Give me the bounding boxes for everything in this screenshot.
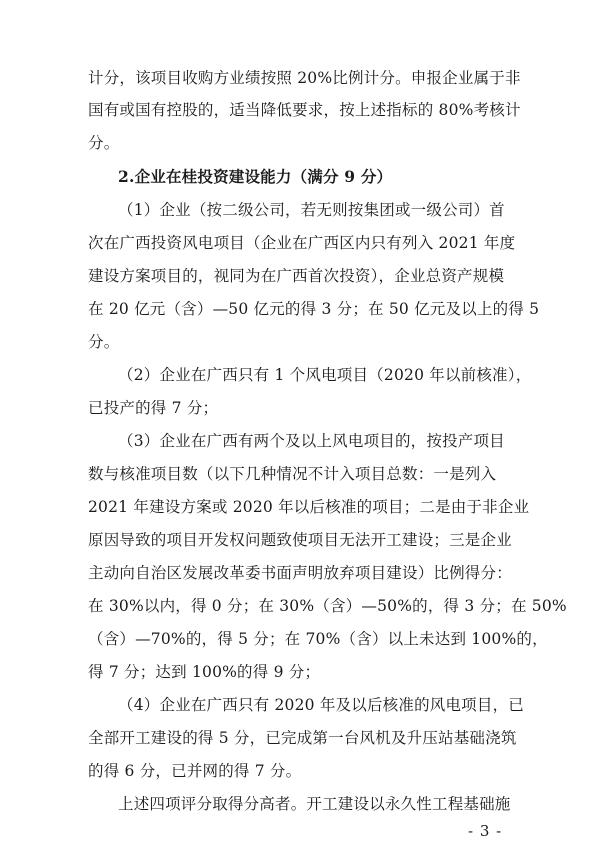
text-line-23: 上述四项评分取得分高者。开工建设以永久性工程基础施 xyxy=(118,795,511,813)
page-number: - 3 - xyxy=(468,822,503,840)
text-line-2: 国有或国有控股的，适当降低要求，按上述指标的 80%考核计 xyxy=(88,101,521,119)
text-line-3: 分。 xyxy=(88,134,120,152)
text-line-9: 分。 xyxy=(88,333,120,351)
text-line-6: 次在广西投资风电项目（企业在广西区内只有列入 2021 年度 xyxy=(88,234,516,252)
text-line-1: 计分，该项目收购方业绩按照 20%比例计分。申报企业属于非 xyxy=(88,69,521,87)
text-line-13: 数与核准项目数（以下几种情况不计入项目总数：一是列入 xyxy=(88,465,497,483)
text-line-22: 的得 6 分，已并网的得 7 分。 xyxy=(88,762,302,780)
text-line-11: 已投产的得 7 分； xyxy=(88,399,219,417)
text-line-8: 在 20 亿元（含）—50 亿元的得 3 分；在 50 亿元及以上的得 5 xyxy=(88,300,540,318)
text-line-5: （1）企业（按二级公司，若无则按集团或一级公司）首 xyxy=(118,201,505,219)
text-line-19: 得 7 分；达到 100%的得 9 分； xyxy=(88,663,321,681)
text-line-10: （2）企业在广西只有 1 个风电项目（2020 年以前核准）， xyxy=(118,366,532,384)
text-line-17: 在 30%以内，得 0 分；在 30%（含）—50%的，得 3 分；在 50% xyxy=(88,597,567,615)
text-line-14: 2021 年建设方案或 2020 年以后核准的项目；二是由于非企业 xyxy=(88,498,530,516)
text-line-15: 原因导致的项目开发权问题致使项目无法开工建设；三是企业 xyxy=(88,531,512,549)
text-line-21: 全部开工建设的得 5 分，已完成第一台风机及升压站基础浇筑 xyxy=(88,729,517,747)
text-line-7: 建设方案项目的，视同为在广西首次投资），企业总资产规模 xyxy=(88,267,505,285)
text-line-12: （3）企业在广西有两个及以上风电项目的，按投产项目 xyxy=(118,432,505,450)
text-line-18: （含）—70%的，得 5 分；在 70%（含）以上未达到 100%的， xyxy=(88,630,548,648)
text-line-20: （4）企业在广西只有 2020 年及以后核准的风电项目，已 xyxy=(118,696,524,714)
section-heading: 2.企业在桂投资建设能力（满分 9 分） xyxy=(118,167,393,186)
text-line-16: 主动向自治区发展改革委书面声明放弃项目建设）比例得分： xyxy=(88,564,512,582)
